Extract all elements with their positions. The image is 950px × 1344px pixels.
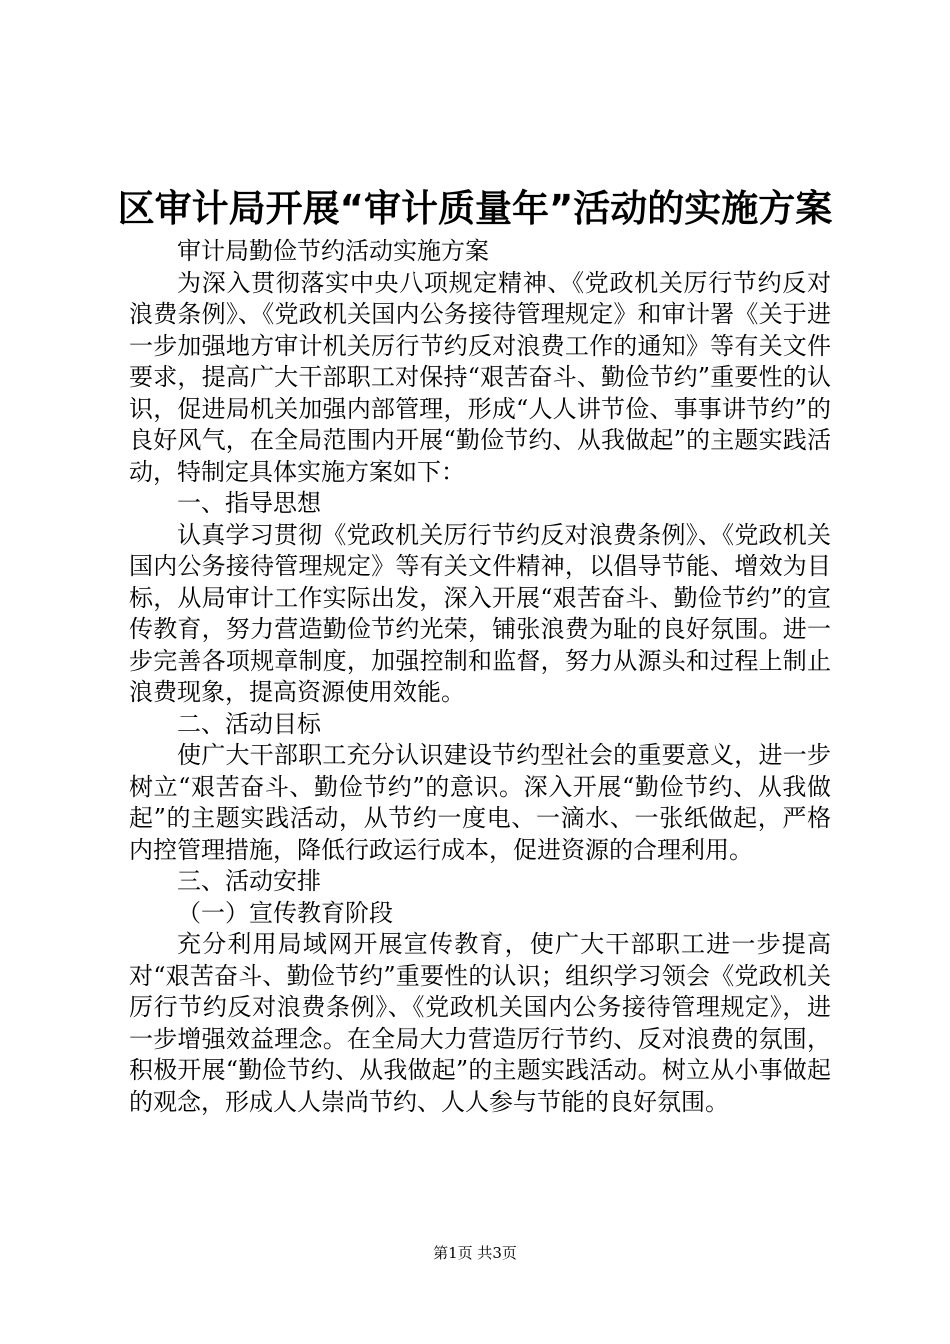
- publicity-stage-paragraph: 充分利用局域网开展宣传教育，使广大干部职工进一步提高对“艰苦奋斗、勤俭节约”重要性的认识；组织学习领会《党政机关厉行节约反对浪费条例》、《党政机关国内公务接待管理规定》，进一步增强效益理念。在全局大力营造厉行节约、反对浪费的氛围，积极开展“勤俭节约、从我做起”的主题实践活动。树立从小事做起的观念，形成人人崇尚节约、人人参与节能的良好氛围。: [129, 930, 831, 1116]
- document-title: 区审计局开展“审计质量年”活动的实施方案: [117, 187, 833, 230]
- section-heading-guiding-thought: 一、指导思想: [177, 489, 321, 517]
- intro-paragraph: 为深入贯彻落实中央八项规定精神、《党政机关厉行节约反对浪费条例》、《党政机关国内公务接待管理规定》和审计署《关于进一步加强地方审计机关厉行节约反对浪费工作的通知》等有关文件要求，提高广大干部职工对保持“艰苦奋斗、勤俭节约”重要性的认识，促进局机关加强内部管理，形成“人人讲节俭、事事讲节约”的良好风气，在全局范围内开展“勤俭节约、从我做起”的主题实践活动，特制定具体实施方案如下：: [129, 268, 831, 486]
- subsection-heading-publicity-stage: （一）宣传教育阶段: [177, 898, 393, 927]
- section-heading-activity-arrangement: 三、活动安排: [177, 867, 321, 895]
- guiding-thought-paragraph: 认真学习贯彻《党政机关厉行节约反对浪费条例》、《党政机关国内公务接待管理规定》等有关文件精神，以倡导节能、增效为目标，从局审计工作实际出发，深入开展“艰苦奋斗、勤俭节约”的宣传教育，努力营造勤俭节约光荣，铺张浪费为耻的良好氛围。进一步完善各项规章制度，加强控制和监督，努力从源头和过程上制止浪费现象，提高资源使用效能。: [129, 520, 831, 706]
- document-body: [129, 236, 831, 1118]
- section-heading-activity-goal: 二、活动目标: [177, 709, 321, 738]
- activity-goal-paragraph: 使广大干部职工充分认识建设节约型社会的重要意义，进一步树立“艰苦奋斗、勤俭节约”的意识。深入开展“勤俭节约、从我做起”的主题实践活动，从节约一度电、一滴水、一张纸做起，严格内控管理措施，降低行政运行成本，促进资源的合理利用。: [129, 741, 831, 864]
- page-footer: 第1页 共3页: [433, 1244, 517, 1262]
- subtitle-paragraph: 审计局勤俭节约活动实施方案: [177, 237, 489, 265]
